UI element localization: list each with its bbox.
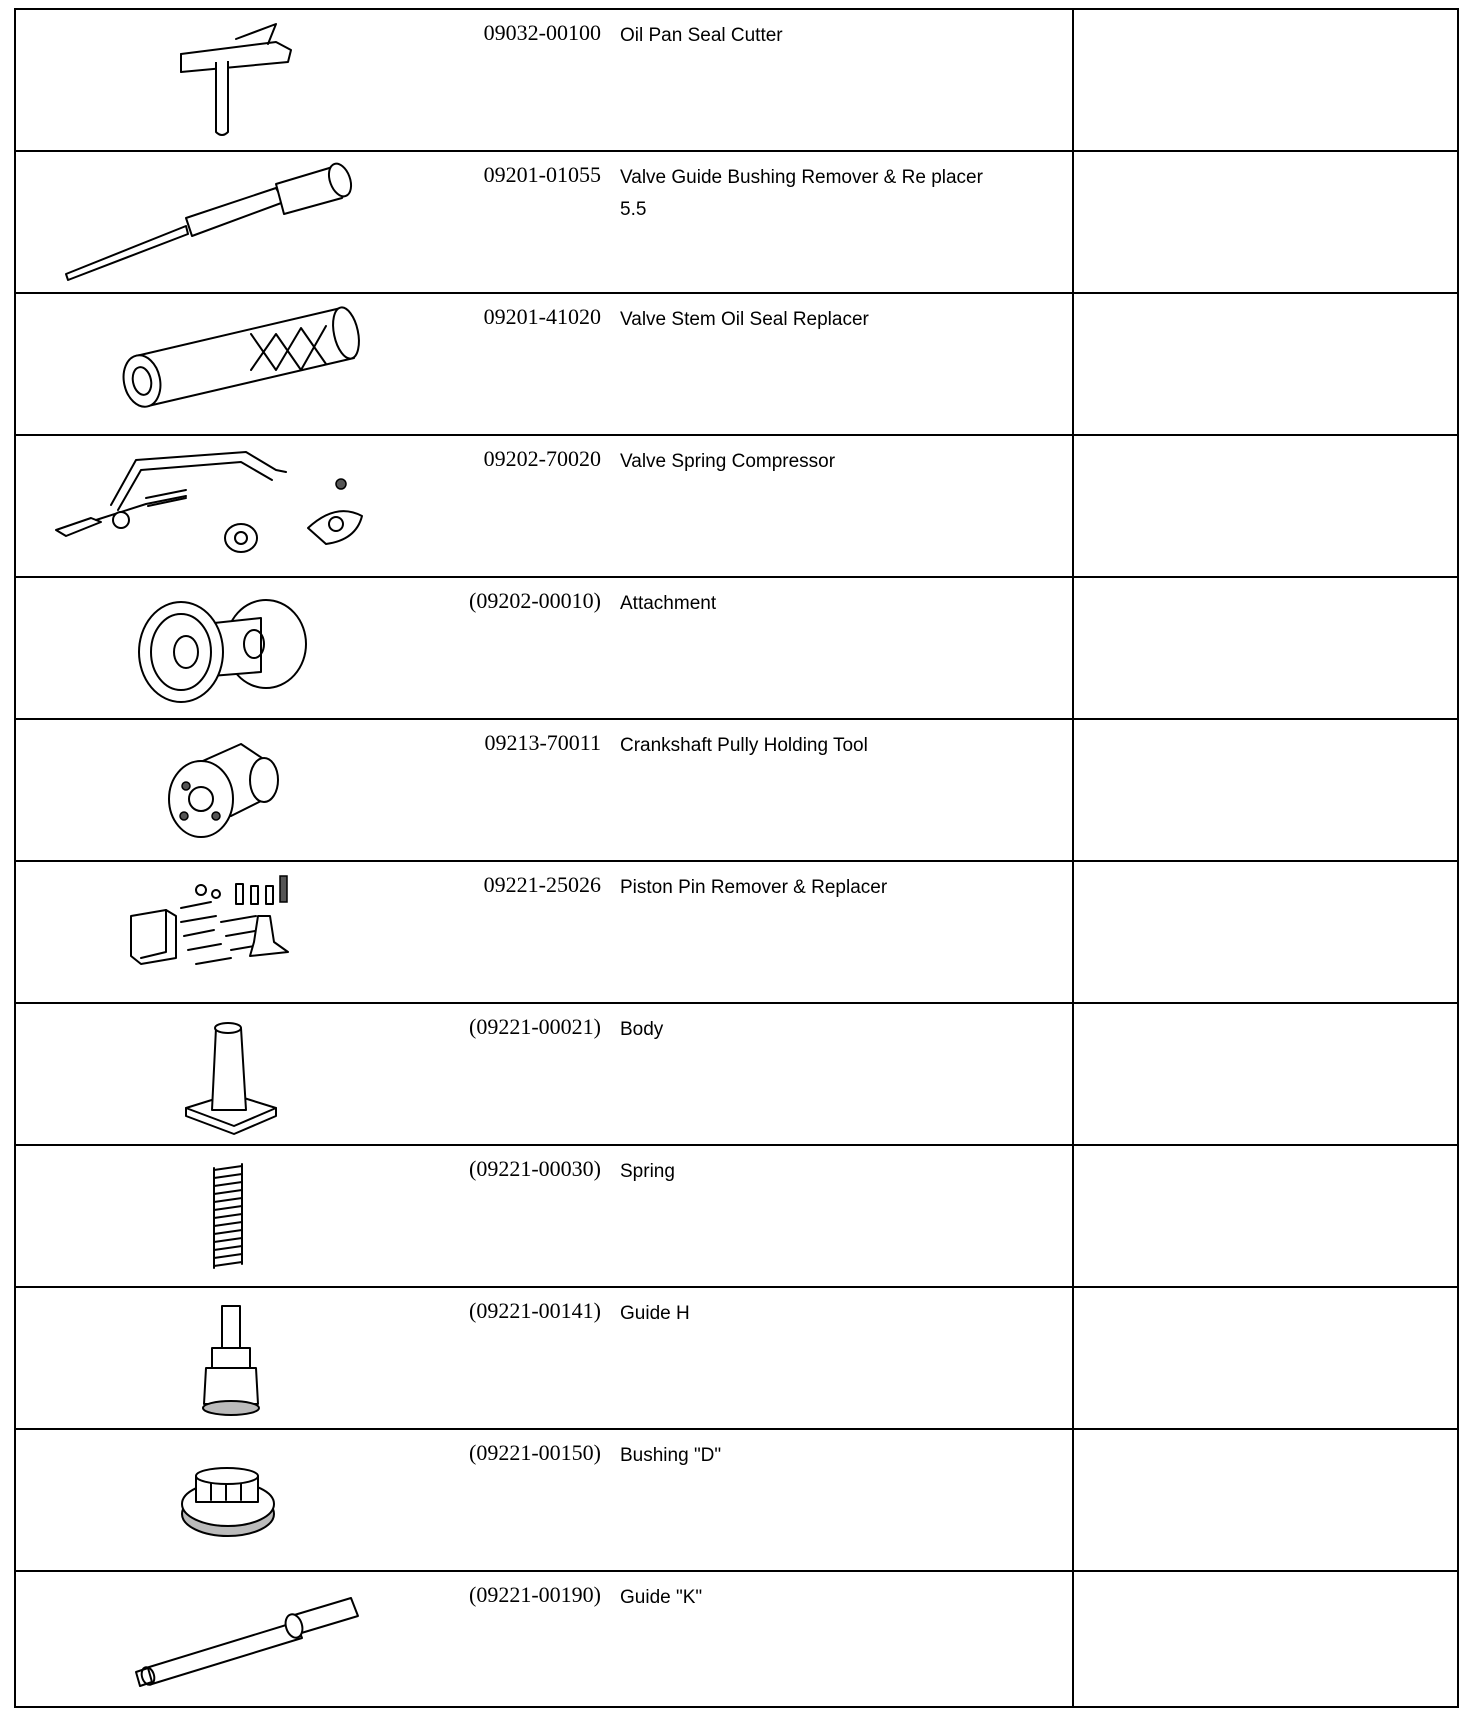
- table-row: [16, 1572, 1457, 1708]
- part-number: 09221-25026: [483, 872, 601, 897]
- part-number: (09221-00150): [469, 1440, 601, 1465]
- table-row: [16, 10, 1457, 152]
- part-number: (09221-00030): [469, 1156, 601, 1181]
- tool-name: Guide H: [620, 1303, 690, 1324]
- attachment-icon: [36, 582, 416, 710]
- part-number: 09032-00100: [483, 20, 601, 45]
- tool-name: Valve Guide Bushing Remover & Re placer 5.5: [620, 167, 983, 220]
- piston-pin-remover-replacer-set-icon: [36, 866, 416, 994]
- tool-name: Attachment: [620, 593, 717, 614]
- tool-name: Body: [620, 1019, 664, 1040]
- part-number: 09202-70020: [483, 446, 601, 471]
- table-row: [16, 294, 1457, 436]
- valve-guide-bushing-remover-icon: [36, 156, 416, 284]
- spring-icon: [36, 1150, 416, 1278]
- table-row: [16, 1004, 1457, 1146]
- tool-name: Valve Stem Oil Seal Replacer: [620, 309, 869, 330]
- bushing-d-icon: [36, 1434, 416, 1562]
- tool-name: Bushing "D": [620, 1445, 722, 1466]
- valve-spring-compressor-icon: [36, 440, 416, 568]
- table-row: [16, 720, 1457, 862]
- part-number: 09213-70011: [484, 730, 601, 755]
- guide-k-icon: [36, 1576, 416, 1704]
- part-number: 09201-41020: [483, 304, 601, 329]
- tool-name: Valve Spring Compressor: [620, 451, 836, 472]
- table-row: [16, 436, 1457, 578]
- body-icon: [36, 1008, 416, 1136]
- part-number: (09221-00141): [469, 1298, 601, 1323]
- crankshaft-pulley-holding-tool-icon: [36, 724, 416, 852]
- guide-h-icon: [36, 1292, 416, 1420]
- table-row: [16, 1288, 1457, 1430]
- table-row: [16, 578, 1457, 720]
- tool-name: Guide "K": [620, 1587, 703, 1608]
- valve-stem-oil-seal-replacer-icon: [36, 298, 416, 426]
- table-row: [16, 1430, 1457, 1572]
- tool-name: Oil Pan Seal Cutter: [620, 25, 783, 46]
- part-number: 09201-01055: [483, 162, 601, 187]
- tool-name: Crankshaft Pully Holding Tool: [620, 735, 868, 756]
- table-row: [16, 152, 1457, 294]
- part-number: (09221-00021): [469, 1014, 601, 1039]
- table-row: [16, 862, 1457, 1004]
- table-row: [16, 1146, 1457, 1288]
- part-number: (09221-00190): [469, 1582, 601, 1607]
- tool-table: [14, 8, 1459, 1708]
- part-number: (09202-00010): [469, 588, 601, 613]
- tool-name: Piston Pin Remover & Replacer: [620, 877, 888, 898]
- oil-pan-seal-cutter-icon: [36, 14, 416, 142]
- tool-name: Spring: [620, 1161, 675, 1182]
